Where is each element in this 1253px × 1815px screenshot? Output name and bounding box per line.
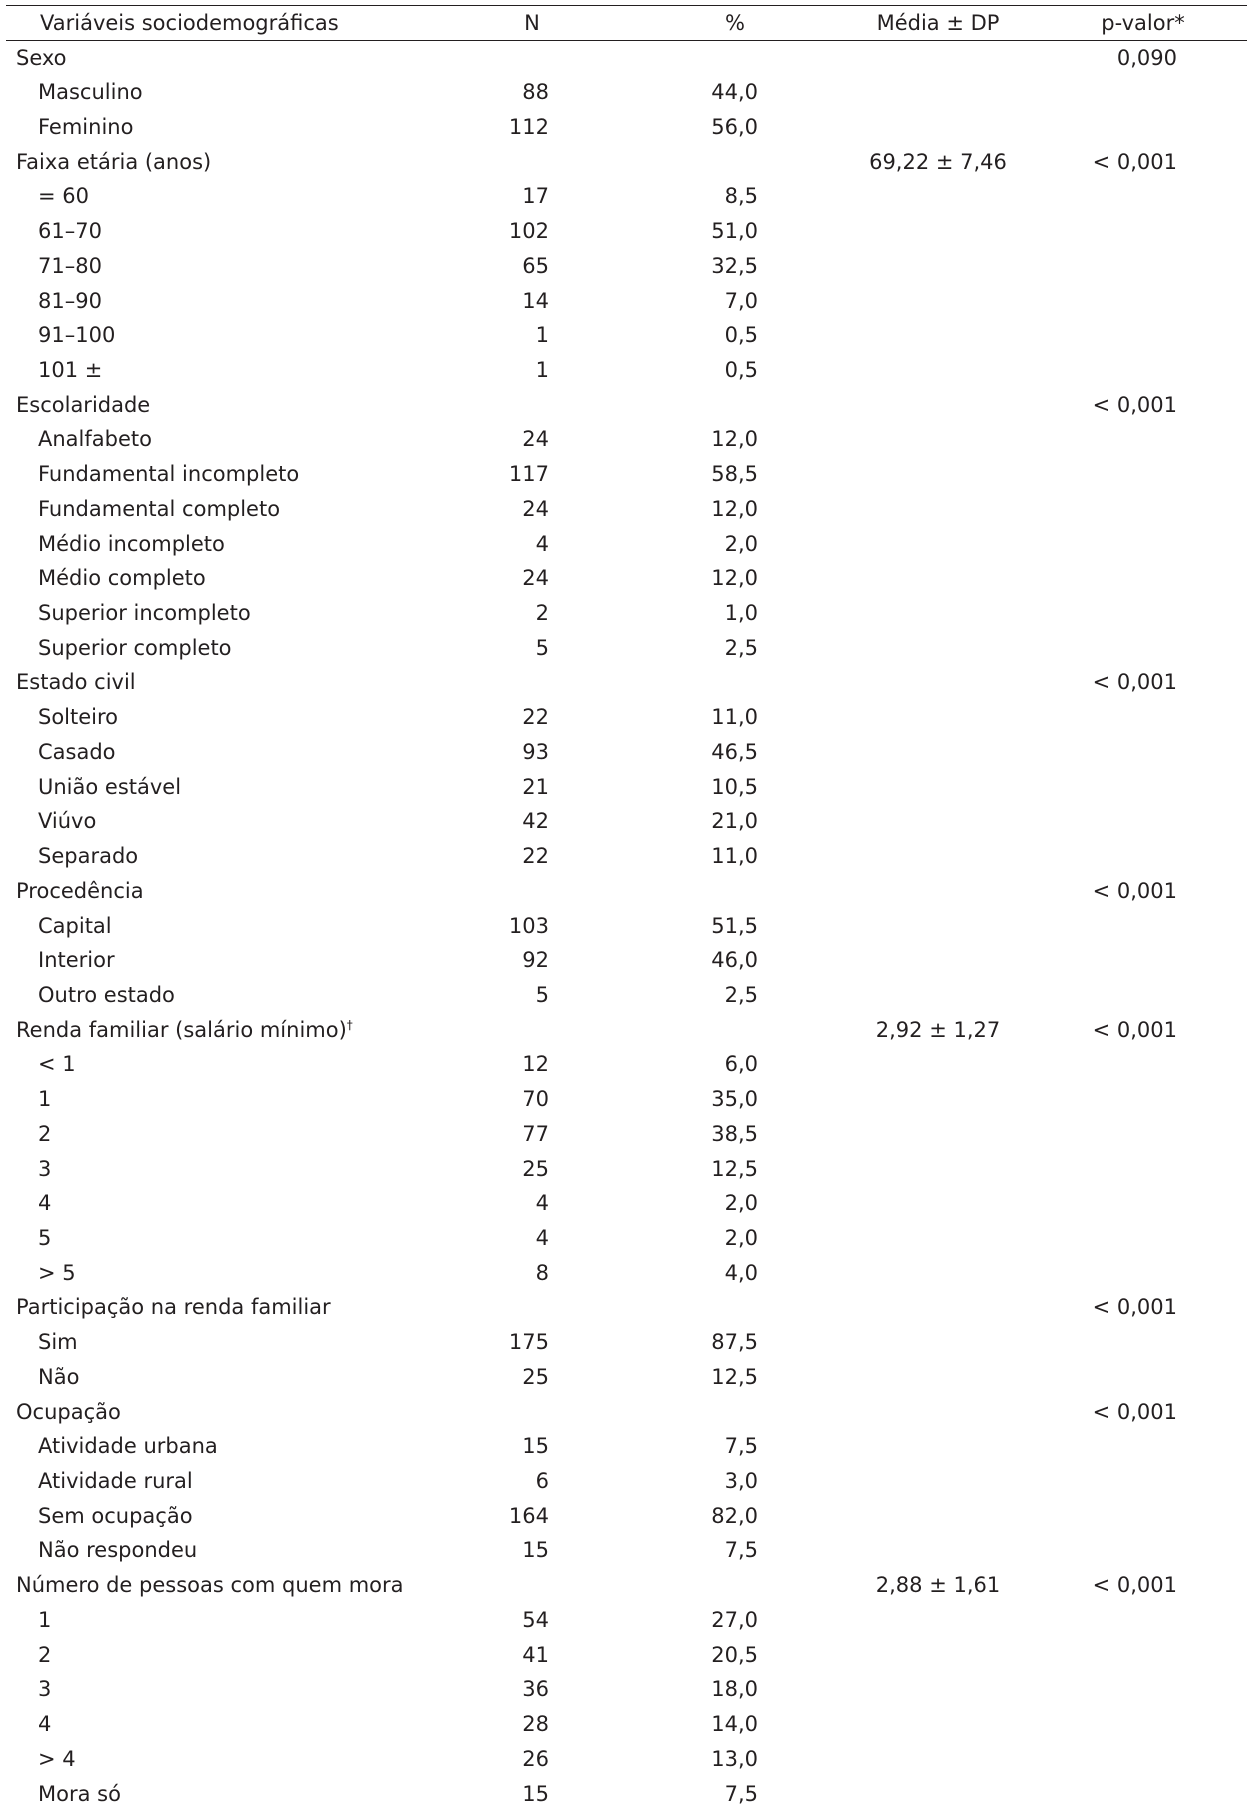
row-percent: 21,0 [711, 809, 758, 834]
row-label-text: 3 [38, 1677, 52, 1702]
row-n: 15 [522, 1538, 549, 1563]
row-label [16, 1395, 121, 1430]
row-n: 92 [522, 948, 549, 973]
row-label-text: Faixa etária (anos) [16, 149, 212, 174]
row-label [38, 1429, 218, 1464]
row-label [38, 1499, 193, 1534]
table-row [0, 110, 1253, 145]
row-label-text: Não [38, 1364, 80, 1389]
row-label [38, 1256, 76, 1291]
row-n: 21 [522, 774, 549, 799]
row-n: 5 [535, 635, 549, 660]
table-row [0, 75, 1253, 110]
table-group-row [0, 145, 1253, 180]
row-percent: 12,5 [711, 1364, 758, 1389]
table-row [0, 1777, 1253, 1812]
row-label-text: Procedência [16, 878, 144, 903]
row-n: 24 [522, 427, 549, 452]
row-n: 42 [522, 809, 549, 834]
table-group-row [0, 41, 1253, 76]
table-row [0, 284, 1253, 319]
table-row [0, 1672, 1253, 1707]
table-row [0, 1221, 1253, 1256]
row-label [38, 735, 116, 770]
row-percent: 7,5 [724, 1434, 758, 1459]
row-label-text: 2 [38, 1121, 52, 1146]
row-label-text: Outro estado [38, 982, 175, 1007]
row-label [38, 1707, 51, 1742]
row-percent: 12,0 [711, 566, 758, 591]
row-label-text: Sexo [16, 45, 67, 70]
row-percent: 51,0 [711, 219, 758, 244]
row-p-value: < 0,001 [1092, 670, 1177, 695]
row-label [38, 1360, 79, 1395]
table-row [0, 1117, 1253, 1152]
table-row [0, 1638, 1253, 1673]
row-n: 112 [508, 114, 549, 139]
row-percent: 2,0 [724, 1225, 758, 1250]
row-n: 88 [522, 80, 549, 105]
row-label [38, 1777, 121, 1812]
row-percent: 46,0 [711, 948, 758, 973]
row-n: 26 [522, 1746, 549, 1771]
row-label [38, 1464, 193, 1499]
row-label [38, 179, 89, 214]
row-p-value: 0,090 [1116, 45, 1177, 70]
table-row [0, 978, 1253, 1013]
row-n: 93 [522, 739, 549, 764]
row-n: 1 [535, 323, 549, 348]
table-group-row [0, 1013, 1253, 1048]
row-label [38, 75, 143, 110]
table-row [0, 179, 1253, 214]
row-label [16, 1290, 331, 1325]
row-p-value: < 0,001 [1092, 149, 1177, 174]
table-row [0, 1152, 1253, 1187]
row-label-text: 4 [38, 1712, 52, 1737]
row-label [38, 839, 138, 874]
header-p-value: p-valor* [1101, 11, 1185, 35]
table-row [0, 1047, 1253, 1082]
table-row [0, 735, 1253, 770]
row-label [38, 561, 206, 596]
row-label [38, 492, 280, 527]
row-label-text: 71–80 [38, 253, 102, 278]
row-percent: 2,5 [724, 982, 758, 1007]
row-label [16, 388, 150, 423]
table-row [0, 1186, 1253, 1221]
row-percent: 7,5 [724, 1781, 758, 1806]
row-label-text: 3 [38, 1156, 52, 1181]
row-label [38, 1047, 76, 1082]
row-label [38, 909, 112, 944]
row-percent: 3,0 [724, 1469, 758, 1494]
row-n: 25 [522, 1156, 549, 1181]
table-row [0, 492, 1253, 527]
row-n: 5 [535, 982, 549, 1007]
row-label [38, 978, 175, 1013]
header-mean-sd: Média ± DP [876, 11, 1000, 35]
row-percent: 1,0 [724, 601, 758, 626]
row-n: 15 [522, 1781, 549, 1806]
row-n: 12 [522, 1052, 549, 1077]
row-n: 15 [522, 1434, 549, 1459]
row-percent: 51,5 [711, 913, 758, 938]
row-label-text: Fundamental completo [38, 496, 281, 521]
row-label-text: > 5 [38, 1260, 76, 1285]
row-n: 54 [522, 1607, 549, 1632]
row-label-text: > 4 [38, 1746, 76, 1771]
table-row [0, 1707, 1253, 1742]
row-label [38, 596, 251, 631]
row-n: 77 [522, 1121, 549, 1146]
row-label-text: Interior [38, 948, 115, 973]
row-label-text: 81–90 [38, 288, 102, 313]
row-label-text: 1 [38, 1087, 52, 1112]
row-mean-sd: 2,92 ± 1,27 [875, 1017, 1001, 1042]
row-percent: 58,5 [711, 462, 758, 487]
row-label [38, 1082, 51, 1117]
row-label-text: Superior completo [38, 635, 232, 660]
row-n: 102 [508, 219, 549, 244]
row-percent: 20,5 [711, 1642, 758, 1667]
table-row [0, 1082, 1253, 1117]
row-label-text: 61–70 [38, 219, 102, 244]
row-percent: 38,5 [711, 1121, 758, 1146]
row-label [38, 804, 96, 839]
row-percent: 46,5 [711, 739, 758, 764]
row-percent: 35,0 [711, 1087, 758, 1112]
row-label-text: 2 [38, 1642, 52, 1667]
row-label [38, 284, 102, 319]
row-n: 4 [535, 1225, 549, 1250]
row-label-text: Solteiro [38, 705, 119, 730]
table-header-row [0, 6, 1253, 41]
row-label-text: Fundamental incompleto [38, 462, 300, 487]
row-n: 41 [522, 1642, 549, 1667]
row-label-text: Separado [38, 844, 139, 869]
row-label [38, 1117, 51, 1152]
row-n: 24 [522, 566, 549, 591]
row-percent: 87,5 [711, 1330, 758, 1355]
row-label-text: Escolaridade [16, 392, 151, 417]
row-percent: 11,0 [711, 844, 758, 869]
row-mean-sd: 69,22 ± 7,46 [869, 149, 1007, 174]
row-p-value: < 0,001 [1092, 392, 1177, 417]
row-label [38, 527, 225, 562]
row-n: 28 [522, 1712, 549, 1737]
row-label-text: Sim [38, 1330, 78, 1355]
row-label-text: Não respondeu [38, 1538, 198, 1563]
row-label-text: Atividade rural [38, 1469, 193, 1494]
row-percent: 2,5 [724, 635, 758, 660]
table-row [0, 804, 1253, 839]
row-n: 22 [522, 705, 549, 730]
row-n: 65 [522, 253, 549, 278]
footnote-marker: † [346, 1017, 353, 1032]
row-label-text: Mora só [38, 1781, 121, 1806]
row-p-value: < 0,001 [1092, 1295, 1177, 1320]
row-label [16, 1568, 404, 1603]
row-label-text: Feminino [38, 114, 134, 139]
row-label-text: 4 [38, 1191, 52, 1216]
row-label [38, 1221, 51, 1256]
row-percent: 0,5 [724, 357, 758, 382]
row-p-value: < 0,001 [1092, 1017, 1177, 1042]
row-p-value: < 0,001 [1092, 1399, 1177, 1424]
row-n: 8 [535, 1260, 549, 1285]
row-n: 4 [535, 531, 549, 556]
row-label [38, 1638, 51, 1673]
table-row [0, 353, 1253, 388]
row-percent: 27,0 [711, 1607, 758, 1632]
row-label [16, 145, 211, 180]
header-percent: % [725, 11, 745, 35]
table-row [0, 1464, 1253, 1499]
row-label-text: Atividade urbana [38, 1434, 218, 1459]
table-row [0, 909, 1253, 944]
table-group-row [0, 665, 1253, 700]
row-label [38, 457, 299, 492]
row-label-text: = 60 [38, 184, 89, 209]
row-percent: 4,0 [724, 1260, 758, 1285]
row-percent: 12,0 [711, 496, 758, 521]
row-label-text: Número de pessoas com quem mora [16, 1573, 404, 1598]
row-percent: 2,0 [724, 1191, 758, 1216]
row-n: 103 [508, 913, 549, 938]
table-row [0, 770, 1253, 805]
row-label [38, 1742, 76, 1777]
table-row [0, 249, 1253, 284]
row-label [38, 214, 102, 249]
table-row [0, 561, 1253, 596]
row-label-text: 5 [38, 1225, 52, 1250]
row-n: 4 [535, 1191, 549, 1216]
table-group-row [0, 874, 1253, 909]
row-label-text: Médio completo [38, 566, 206, 591]
row-p-value: < 0,001 [1092, 878, 1177, 903]
row-n: 1 [535, 357, 549, 382]
row-n: 36 [522, 1677, 549, 1702]
table-row [0, 1533, 1253, 1568]
row-n: 22 [522, 844, 549, 869]
row-label-text: < 1 [38, 1052, 76, 1077]
table-row [0, 1742, 1253, 1777]
table-row [0, 943, 1253, 978]
row-percent: 11,0 [711, 705, 758, 730]
table-row [0, 1360, 1253, 1395]
table-row [0, 318, 1253, 353]
row-percent: 56,0 [711, 114, 758, 139]
row-label [16, 41, 67, 76]
row-label [38, 422, 152, 457]
row-p-value: < 0,001 [1092, 1573, 1177, 1598]
table-row [0, 1499, 1253, 1534]
table-row [0, 1603, 1253, 1638]
row-percent: 12,5 [711, 1156, 758, 1181]
table-row [0, 1256, 1253, 1291]
row-label-text: União estável [38, 774, 182, 799]
row-percent: 18,0 [711, 1677, 758, 1702]
row-label [38, 943, 115, 978]
row-label [38, 353, 102, 388]
row-label-text: Masculino [38, 80, 143, 105]
table-row [0, 1429, 1253, 1464]
row-percent: 0,5 [724, 323, 758, 348]
row-n: 2 [535, 601, 549, 626]
row-label-text: Estado civil [16, 670, 136, 695]
row-label-text: Renda familiar (salário mínimo) [16, 1017, 347, 1042]
row-label-text: Capital [38, 913, 112, 938]
row-label [16, 665, 136, 700]
row-label [38, 110, 133, 145]
row-label-text: Médio incompleto [38, 531, 225, 556]
row-n: 17 [522, 184, 549, 209]
row-label-text: Casado [38, 739, 116, 764]
header-n: N [524, 11, 540, 35]
row-percent: 14,0 [711, 1712, 758, 1737]
row-n: 175 [508, 1330, 549, 1355]
table-group-row [0, 1568, 1253, 1603]
table-row [0, 631, 1253, 666]
row-n: 14 [522, 288, 549, 313]
row-label-text: 1 [38, 1607, 52, 1632]
table-row [0, 1325, 1253, 1360]
row-percent: 8,5 [724, 184, 758, 209]
table-row [0, 422, 1253, 457]
row-label [38, 1152, 51, 1187]
row-label [38, 1186, 51, 1221]
row-label [38, 249, 102, 284]
row-n: 24 [522, 496, 549, 521]
row-n: 25 [522, 1364, 549, 1389]
row-label-text: Superior incompleto [38, 601, 251, 626]
row-percent: 7,5 [724, 1538, 758, 1563]
row-label-text: 101 ± [38, 357, 103, 382]
row-label-text: Sem ocupação [38, 1503, 193, 1528]
table-row [0, 596, 1253, 631]
row-label [38, 318, 115, 353]
row-label [38, 700, 118, 735]
row-percent: 32,5 [711, 253, 758, 278]
table-group-row [0, 1395, 1253, 1430]
row-percent: 7,0 [724, 288, 758, 313]
row-n: 6 [535, 1469, 549, 1494]
row-label-text: 91–100 [38, 323, 116, 348]
row-label [16, 1013, 353, 1048]
row-n: 117 [508, 462, 549, 487]
row-percent: 10,5 [711, 774, 758, 799]
row-percent: 13,0 [711, 1746, 758, 1771]
row-percent: 82,0 [711, 1503, 758, 1528]
row-label [38, 770, 181, 805]
row-n: 70 [522, 1087, 549, 1112]
row-label [38, 1672, 51, 1707]
row-label [38, 1603, 51, 1638]
row-n: 164 [508, 1503, 549, 1528]
table-row [0, 839, 1253, 874]
table-row [0, 527, 1253, 562]
row-label-text: Viúvo [38, 809, 97, 834]
row-label-text: Ocupação [16, 1399, 121, 1424]
row-label [38, 1533, 197, 1568]
row-percent: 44,0 [711, 80, 758, 105]
row-label-text: Analfabeto [38, 427, 152, 452]
row-percent: 12,0 [711, 427, 758, 452]
row-percent: 6,0 [724, 1052, 758, 1077]
table-group-row [0, 1290, 1253, 1325]
table-row [0, 457, 1253, 492]
row-label [38, 631, 232, 666]
row-label-text: Participação na renda familiar [16, 1295, 331, 1320]
table-row [0, 214, 1253, 249]
table-row [0, 700, 1253, 735]
row-label [38, 1325, 78, 1360]
row-percent: 2,0 [724, 531, 758, 556]
header-variable: Variáveis sociodemográficas [40, 11, 339, 35]
row-mean-sd: 2,88 ± 1,61 [875, 1573, 1001, 1598]
table-group-row [0, 388, 1253, 423]
row-label [16, 874, 144, 909]
